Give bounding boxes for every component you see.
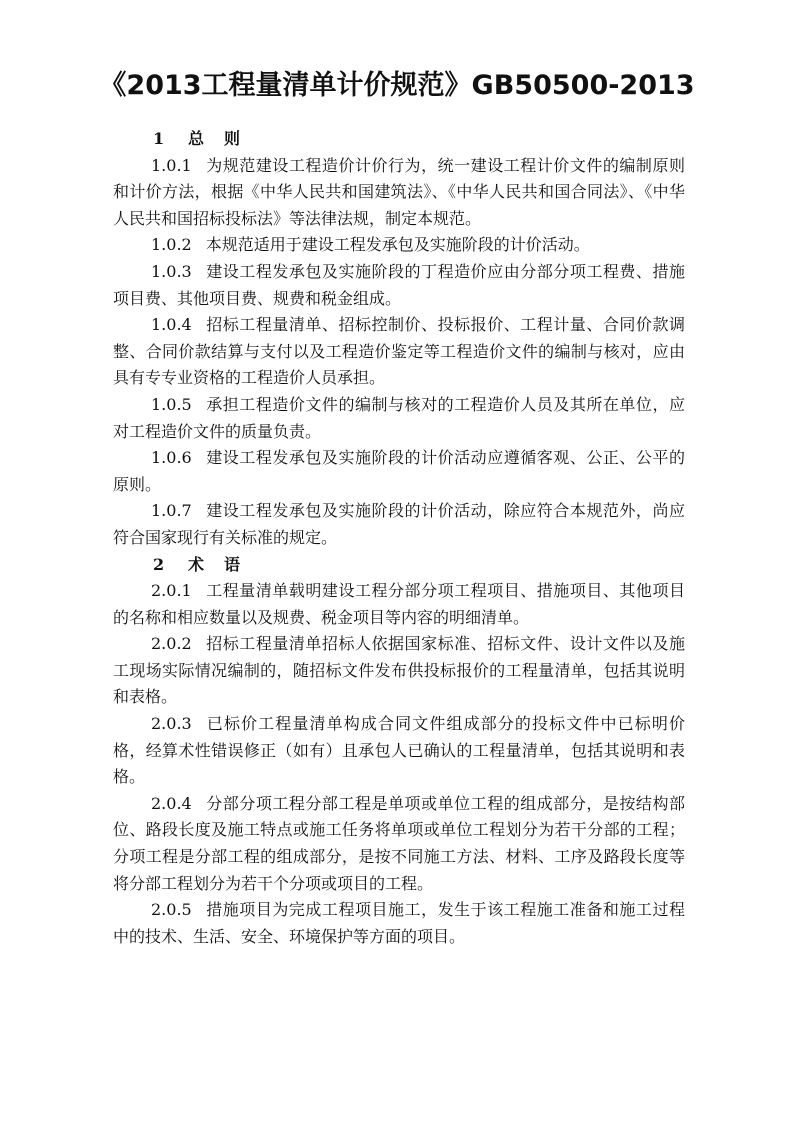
clause-text: 承担工程造价文件的编制与核对的工程造价人员及其所在单位，应对工程造价文件的质量负责。 (113, 394, 685, 441)
clause-text: 招标工程量清单、招标控制价、投标报价、工程计量、合同价款调整、合同价款结算与支付以及工程造价鉴定等工程造价文件的编制与核对，应由具有专专业资格的工程造价人员承担。 (113, 315, 685, 388)
clause-text: 建设工程发承包及实施阶段的计价活动，除应符合本规范外，尚应符合国家现行有关标准的规定。 (113, 501, 685, 547)
clause-number: 2.0.4 (151, 793, 192, 813)
clause-text: 建设工程发承包及实施阶段的丁程造价应由分部分项工程费、措施项目费、其他项目费、规费和税金组成。 (113, 261, 685, 308)
section-heading-terms (113, 552, 685, 579)
clause-number: 2.0.2 (151, 634, 192, 654)
clause-paragraph (113, 578, 685, 631)
clause-number: 1.0.3 (151, 261, 192, 281)
clause-paragraph (113, 232, 685, 259)
section-heading-char: 则 (224, 129, 241, 148)
clause-number: 1.0.5 (151, 394, 192, 414)
clause-text: 为规范建设工程造价计价行为，统一建设工程计价文件的编制原则和计价方法，根据《中华人民共和国建筑法》、《中华人民共和国合同法》、《中华人民共和国招标投标法》等法律法规，制定本规范。 (113, 155, 685, 228)
section-heading-char: 语 (224, 554, 241, 574)
section-heading-char: 术 (188, 554, 205, 574)
clause-text: 分部分项工程分部工程是单项或单位工程的组成部分，是按结构部位、路段长度及施工特点或施工任务将单项或单位工程划分为若干分部的工程；分项工程是分部工程的组成部分，是按不同施工方法、材料、工序及路段长度等将分部工程划分为若干个分项或项目的工程。 (113, 793, 685, 893)
clause-paragraph (113, 631, 685, 711)
clause-number: 1.0.1 (151, 155, 192, 175)
clause-number: 1.0.2 (151, 235, 192, 255)
section-number: 1 (153, 129, 165, 148)
section-heading-general (113, 126, 685, 153)
clause-number: 2.0.3 (151, 714, 192, 734)
clause-paragraph (113, 791, 685, 897)
clause-number: 2.0.1 (151, 581, 192, 601)
clause-paragraph (113, 897, 685, 950)
document-body (113, 126, 685, 950)
clause-number: 1.0.4 (151, 315, 192, 335)
clause-text: 建设工程发承包及实施阶段的计价活动应遵循客观、公正、公平的原则。 (113, 448, 685, 494)
clause-text: 工程量清单载明建设工程分部分项工程项目、措施项目、其他项目的名称和相应数量以及规费、税金项目等内容的明细清单。 (113, 581, 685, 627)
clause-number: 1.0.7 (151, 501, 192, 521)
clause-text: 招标工程量清单招标人依据国家标准、招标文件、设计文件以及施工现场实际情况编制的，随招标文件发布供投标报价的工程量清单，包括其说明和表格。 (113, 634, 685, 707)
clause-paragraph (113, 445, 685, 498)
document-title: 《2013工程量清单计价规范》GB50500-2013 (99, 70, 695, 101)
section-heading-char: 总 (188, 129, 205, 148)
section-number: 2 (153, 554, 165, 574)
clause-number: 2.0.5 (151, 900, 192, 920)
clause-paragraph (113, 711, 685, 791)
clause-text: 本规范适用于建设工程发承包及实施阶段的计价活动。 (205, 235, 590, 255)
clause-text: 已标价工程量清单构成合同文件组成部分的投标文件中已标明价格，经算术性错误修正（如有）且承包人已确认的工程量清单，包括其说明和表格。 (113, 714, 685, 787)
clause-number: 1.0.6 (151, 448, 192, 468)
clause-paragraph (113, 153, 685, 233)
clause-paragraph (113, 392, 685, 445)
clause-paragraph (113, 498, 685, 551)
clause-paragraph (113, 259, 685, 312)
clause-paragraph (113, 312, 685, 392)
clause-text: 措施项目为完成工程项目施工，发生于该工程施工准备和施工过程中的技术、生活、安全、环境保护等方面的项目。 (113, 900, 685, 946)
